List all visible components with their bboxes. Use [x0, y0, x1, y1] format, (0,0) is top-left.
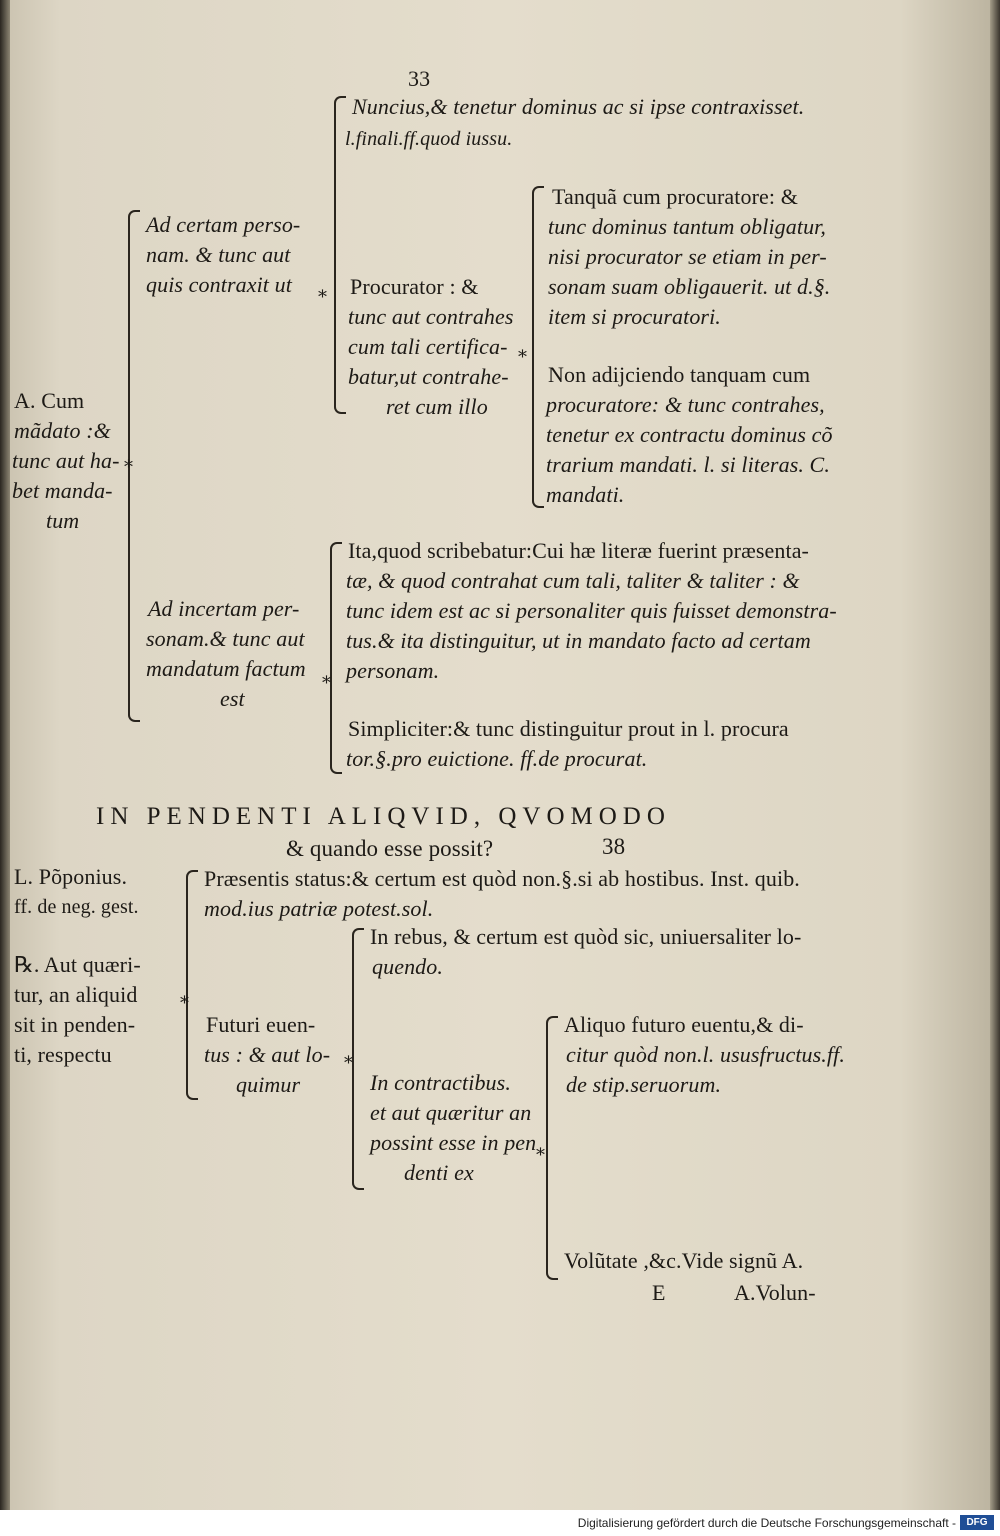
reference-number: 38 [602, 834, 626, 859]
tanquam-line-2: tunc dominus tantum obligatur, [548, 214, 827, 239]
nuncius-line-1: Nuncius,& tenetur dominus ac si ipse contraxisset. [352, 94, 805, 119]
nuncius-line-2: l.finali.ff.quod iussu. [345, 128, 513, 150]
brace-tick-icon: ⁎ [344, 1047, 353, 1067]
brace-rebus-contractibus [352, 928, 364, 1190]
aliquo-line-1: Aliquo futuro euentu,& di- [564, 1012, 804, 1037]
in-contractibus-line-4: denti ex [404, 1160, 474, 1185]
ita-line-1: Ita,quod scribebatur:Cui hæ literæ fuerint præsenta- [348, 538, 809, 563]
procurator-line-1: Procurator : & [350, 274, 479, 299]
aut-quaeritur-line-1: ℞. Aut quæri- [14, 952, 141, 977]
ita-line-4: tus.& ita distinguitur, ut in mandato facto ad certam [346, 628, 811, 653]
ita-line-2: tæ, & quod contrahat cum tali, taliter & taliter : & [346, 568, 800, 593]
futuri-line-2: tus : & aut lo- [204, 1042, 331, 1067]
futuri-line-3: quimur [236, 1072, 301, 1097]
digitization-footer [0, 1510, 1000, 1536]
catchword: A.Volun- [734, 1280, 816, 1305]
praesentis-line-2: mod.ius patriæ potest.sol. [204, 896, 434, 921]
futuri-line-1: Futuri euen- [206, 1012, 316, 1037]
procurator-line-2: tunc aut contrahes [348, 304, 514, 329]
in-rebus-line-2: quendo. [372, 954, 443, 979]
non-adiciendo-line-2: procuratore: & tunc contrahes, [546, 392, 825, 417]
ad-incertam-line-4: est [220, 686, 245, 711]
ita-line-5: personam. [346, 658, 440, 683]
brace-tanquam-non [532, 186, 544, 508]
aliquo-line-2: citur quòd non.l. ususfructus.ff. [566, 1042, 845, 1067]
procurator-line-3: cum tali certifica- [348, 334, 508, 359]
tanquam-line-5: item si procuratori. [548, 304, 721, 329]
ad-incertam-line-1: Ad incertam per- [148, 596, 300, 621]
poponius-line-1: L. Põponius. [14, 864, 128, 889]
ad-certam-line-1: Ad certam perso- [146, 212, 301, 237]
brace-tick-icon: ⁎ [124, 451, 133, 471]
in-contractibus-line-1: In contractibus. [370, 1070, 511, 1095]
ad-incertam-line-3: mandatum factum [146, 656, 306, 681]
ad-certam-line-3: quis contraxit ut [146, 272, 292, 297]
ad-certam-line-2: nam. & tunc aut [146, 242, 291, 267]
in-contractibus-line-2: et aut quæritur an [370, 1100, 532, 1125]
brace-praesentis-futuri [186, 870, 198, 1100]
brace-ita-simpliciter [330, 542, 342, 774]
cum-mandato-line-1: A. Cum [14, 388, 85, 413]
brace-tick-icon: ⁎ [318, 281, 327, 301]
procurator-line-4: batur,ut contrahe- [348, 364, 509, 389]
aliquo-line-3: de stip.seruorum. [566, 1072, 722, 1097]
tanquam-line-4: sonam suam obligauerit. ut d.§. [548, 274, 831, 299]
signature-mark: E [652, 1280, 666, 1305]
aut-quaeritur-line-2: tur, an aliquid [14, 982, 138, 1007]
non-adiciendo-line-5: mandati. [546, 482, 625, 507]
section-heading: IN PENDENTI ALIQVID, QVOMODO [96, 803, 671, 830]
section-subheading: & quando esse possit? [286, 836, 494, 861]
footer-credit: Digitalisierung gefördert durch die Deutsche Forschungsgemeinschaft - [577, 1516, 956, 1530]
cum-mandato-line-5: tum [46, 508, 80, 533]
brace-tick-icon: ⁎ [180, 987, 189, 1007]
ad-incertam-line-2: sonam.& tunc aut [146, 626, 305, 651]
cum-mandato-line-2: mãdato :& [14, 418, 111, 443]
brace-tick-icon: ⁎ [536, 1139, 545, 1159]
voluntate-line: Volũtate ,&c.Vide signũ A. [564, 1248, 804, 1273]
non-adiciendo-line-1: Non adijciendo tanquam cum [548, 362, 811, 387]
in-rebus-line-1: In rebus, & certum est quòd sic, uniuersaliter lo- [370, 924, 802, 949]
tanquam-line-1: Tanquã cum procuratore: & [552, 184, 798, 209]
aut-quaeritur-line-4: ti, respectu [14, 1042, 112, 1067]
brace-tick-icon: ⁎ [322, 667, 331, 687]
simpliciter-line-1: Simpliciter:& tunc distinguitur prout in l. procura [348, 716, 789, 741]
poponius-line-2: ff. de neg. gest. [14, 896, 139, 918]
aut-quaeritur-line-3: sit in penden- [14, 1012, 136, 1037]
praesentis-line-1: Præsentis status:& certum est quòd non.§.si ab hostibus. Inst. quib. [204, 866, 800, 891]
dfg-logo: DFG [960, 1515, 994, 1530]
ita-line-3: tunc idem est ac si personaliter quis fuisset demonstra- [346, 598, 837, 623]
non-adiciendo-line-3: tenetur ex contractu dominus cõ [546, 422, 833, 447]
non-adiciendo-line-4: trarium mandati. l. si literas. C. [546, 452, 830, 477]
procurator-line-5: ret cum illo [386, 394, 488, 419]
simpliciter-line-2: tor.§.pro euictione. ff.de procurat. [346, 746, 648, 771]
cum-mandato-line-3: tunc aut ha- [12, 448, 120, 473]
in-contractibus-line-3: possint esse in pen [370, 1130, 537, 1155]
page-number: 33 [408, 66, 431, 91]
cum-mandato-line-4: bet manda- [12, 478, 113, 503]
brace-aliquo-voluntate [546, 1016, 558, 1280]
brace-tick-icon: ⁎ [518, 341, 527, 361]
tanquam-line-3: nisi procurator se etiam in per- [548, 244, 827, 269]
